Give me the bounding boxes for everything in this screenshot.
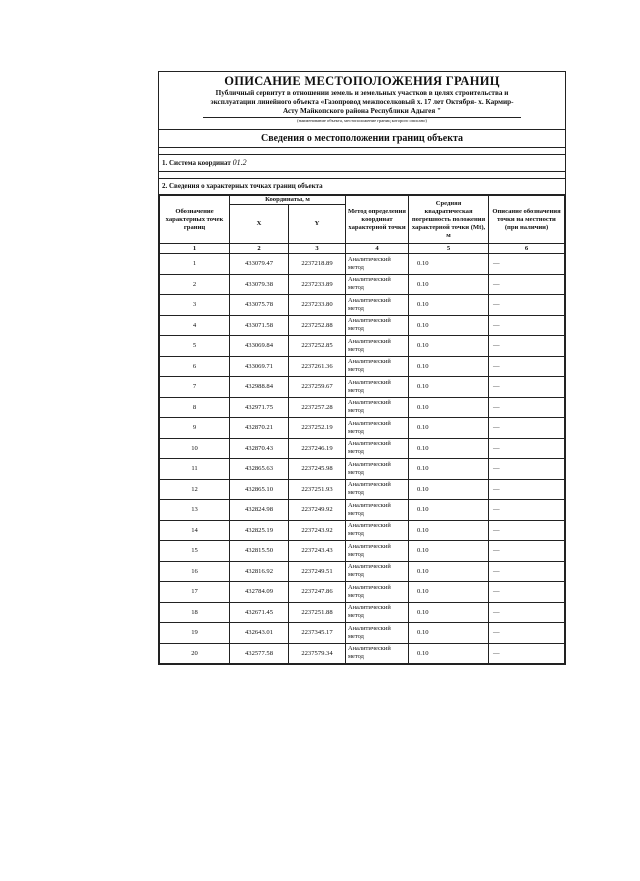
method-cell: Аналитический метод	[346, 561, 409, 582]
description-cell: —	[489, 254, 565, 275]
point-id-cell: 6	[160, 356, 230, 377]
method-cell: Аналитический метод	[346, 336, 409, 357]
description-cell: —	[489, 377, 565, 398]
description-cell: —	[489, 315, 565, 336]
description-cell: —	[489, 397, 565, 418]
points-label: 2. Сведения о характерных точках границ объекта	[159, 179, 565, 195]
column-number: 3	[289, 244, 346, 254]
accuracy-cell: 0.10	[409, 459, 489, 480]
table-row	[160, 274, 565, 295]
description-cell: —	[489, 459, 565, 480]
table-row	[160, 623, 565, 644]
table-row	[160, 520, 565, 541]
y-cell: 2237259.67	[289, 377, 346, 398]
point-id-cell: 16	[160, 561, 230, 582]
point-id-cell: 17	[160, 582, 230, 603]
accuracy-cell: 0.10	[409, 479, 489, 500]
method-cell: Аналитический метод	[346, 438, 409, 459]
method-cell: Аналитический метод	[346, 582, 409, 603]
object-note: (наименование объекта, местоположение границ которого описано)	[203, 117, 521, 124]
point-id-cell: 5	[160, 336, 230, 357]
table-row	[160, 500, 565, 521]
points-table-body	[160, 254, 565, 664]
description-cell: —	[489, 520, 565, 541]
table-row	[160, 295, 565, 316]
point-id-cell: 15	[160, 541, 230, 562]
accuracy-cell: 0.10	[409, 336, 489, 357]
y-cell: 2237252.19	[289, 418, 346, 439]
y-cell: 2237233.89	[289, 274, 346, 295]
x-cell: 433071.58	[230, 315, 289, 336]
y-cell: 2237233.80	[289, 295, 346, 316]
point-id-cell: 19	[160, 623, 230, 644]
table-row	[160, 459, 565, 480]
y-cell: 2237218.89	[289, 254, 346, 275]
point-id-cell: 2	[160, 274, 230, 295]
accuracy-cell: 0.10	[409, 274, 489, 295]
method-cell: Аналитический метод	[346, 315, 409, 336]
header-x: X	[230, 205, 289, 244]
table-row	[160, 438, 565, 459]
point-id-cell: 10	[160, 438, 230, 459]
point-id-cell: 4	[160, 315, 230, 336]
method-cell: Аналитический метод	[346, 500, 409, 521]
accuracy-cell: 0.10	[409, 500, 489, 521]
y-cell: 2237243.92	[289, 520, 346, 541]
table-row	[160, 336, 565, 357]
point-id-cell: 7	[160, 377, 230, 398]
x-cell: 433069.84	[230, 336, 289, 357]
y-cell: 2237251.93	[289, 479, 346, 500]
x-cell: 432870.21	[230, 418, 289, 439]
accuracy-cell: 0.10	[409, 295, 489, 316]
column-number: 5	[409, 244, 489, 254]
divider	[159, 172, 565, 179]
column-number: 2	[230, 244, 289, 254]
table-row	[160, 377, 565, 398]
description-cell: —	[489, 643, 565, 664]
header-row	[160, 196, 565, 205]
method-cell: Аналитический метод	[346, 602, 409, 623]
method-cell: Аналитический метод	[346, 274, 409, 295]
point-id-cell: 9	[160, 418, 230, 439]
description-cell: —	[489, 561, 565, 582]
point-id-cell: 11	[160, 459, 230, 480]
point-id-cell: 18	[160, 602, 230, 623]
accuracy-cell: 0.10	[409, 315, 489, 336]
coord-system-value: 01.2	[232, 158, 247, 167]
column-number-row	[160, 244, 565, 254]
method-cell: Аналитический метод	[346, 643, 409, 664]
method-cell: Аналитический метод	[346, 541, 409, 562]
x-cell: 433079.38	[230, 274, 289, 295]
divider	[159, 148, 565, 155]
accuracy-cell: 0.10	[409, 356, 489, 377]
table-row	[160, 418, 565, 439]
point-id-cell: 14	[160, 520, 230, 541]
y-cell: 2237249.92	[289, 500, 346, 521]
column-number: 4	[346, 244, 409, 254]
description-cell: —	[489, 541, 565, 562]
x-cell: 432815.50	[230, 541, 289, 562]
table-row	[160, 582, 565, 603]
accuracy-cell: 0.10	[409, 623, 489, 644]
y-cell: 2237245.98	[289, 459, 346, 480]
accuracy-cell: 0.10	[409, 397, 489, 418]
column-number: 6	[489, 244, 565, 254]
table-row	[160, 397, 565, 418]
method-cell: Аналитический метод	[346, 377, 409, 398]
coord-system-label	[159, 155, 565, 172]
description-cell: —	[489, 602, 565, 623]
y-cell: 2237252.85	[289, 336, 346, 357]
description-cell: —	[489, 295, 565, 316]
accuracy-cell: 0.10	[409, 602, 489, 623]
point-id-cell: 3	[160, 295, 230, 316]
y-cell: 2237251.88	[289, 602, 346, 623]
description-cell: —	[489, 500, 565, 521]
coord-system-caption: 1. Система координат	[162, 159, 231, 167]
header-accuracy: Средняя квадратическая погрешность положения характерной точки (Mt), м	[409, 196, 489, 244]
header-point-id: Обозначение характерных точек границ	[160, 196, 230, 244]
x-cell: 432824.98	[230, 500, 289, 521]
method-cell: Аналитический метод	[346, 459, 409, 480]
method-cell: Аналитический метод	[346, 356, 409, 377]
description-cell: —	[489, 438, 565, 459]
accuracy-cell: 0.10	[409, 582, 489, 603]
point-id-cell: 12	[160, 479, 230, 500]
document-subtitle	[163, 89, 561, 116]
table-row	[160, 356, 565, 377]
description-cell: —	[489, 356, 565, 377]
method-cell: Аналитический метод	[346, 520, 409, 541]
table-row	[160, 602, 565, 623]
x-cell: 432988.84	[230, 377, 289, 398]
y-cell: 2237247.86	[289, 582, 346, 603]
description-cell: —	[489, 623, 565, 644]
accuracy-cell: 0.10	[409, 254, 489, 275]
x-cell: 432577.58	[230, 643, 289, 664]
table-row	[160, 254, 565, 275]
y-cell: 2237257.28	[289, 397, 346, 418]
section-title: Сведения о местоположении границ объекта	[159, 129, 565, 148]
x-cell: 432643.01	[230, 623, 289, 644]
subtitle-line: Асту Майкопского района Республики Адыгея "	[282, 107, 442, 115]
method-cell: Аналитический метод	[346, 418, 409, 439]
document-page	[158, 71, 566, 665]
accuracy-cell: 0.10	[409, 438, 489, 459]
y-cell: 2237261.36	[289, 356, 346, 377]
accuracy-cell: 0.10	[409, 541, 489, 562]
accuracy-cell: 0.10	[409, 418, 489, 439]
x-cell: 432816.92	[230, 561, 289, 582]
description-cell: —	[489, 582, 565, 603]
subtitle-line: эксплуатации линейного объекта «Газопровод межпоселковый х. 17 лет Октября- х. Кармир-	[210, 98, 514, 106]
description-cell: —	[489, 274, 565, 295]
y-cell: 2237345.17	[289, 623, 346, 644]
accuracy-cell: 0.10	[409, 520, 489, 541]
method-cell: Аналитический метод	[346, 397, 409, 418]
method-cell: Аналитический метод	[346, 623, 409, 644]
table-row	[160, 479, 565, 500]
document-header	[159, 72, 565, 125]
point-id-cell: 13	[160, 500, 230, 521]
subtitle-line: Публичный сервитут в отношении земель и земельных участков в целях строительства и	[215, 89, 509, 97]
x-cell: 433075.78	[230, 295, 289, 316]
points-table	[159, 195, 565, 664]
description-cell: —	[489, 479, 565, 500]
x-cell: 432784.09	[230, 582, 289, 603]
table-row	[160, 541, 565, 562]
point-id-cell: 20	[160, 643, 230, 664]
y-cell: 2237252.88	[289, 315, 346, 336]
y-cell: 2237579.34	[289, 643, 346, 664]
document-title: ОПИСАНИЕ МЕСТОПОЛОЖЕНИЯ ГРАНИЦ	[224, 74, 500, 88]
x-cell: 432870.43	[230, 438, 289, 459]
x-cell: 433079.47	[230, 254, 289, 275]
method-cell: Аналитический метод	[346, 254, 409, 275]
point-id-cell: 1	[160, 254, 230, 275]
table-row	[160, 643, 565, 664]
x-cell: 432671.45	[230, 602, 289, 623]
description-cell: —	[489, 418, 565, 439]
column-number: 1	[160, 244, 230, 254]
description-cell: —	[489, 336, 565, 357]
header-method: Метод определения координат характерной точки	[346, 196, 409, 244]
header-coordinates: Координаты, м	[230, 196, 346, 205]
table-row	[160, 315, 565, 336]
method-cell: Аналитический метод	[346, 295, 409, 316]
accuracy-cell: 0.10	[409, 561, 489, 582]
accuracy-cell: 0.10	[409, 377, 489, 398]
x-cell: 432971.75	[230, 397, 289, 418]
accuracy-cell: 0.10	[409, 643, 489, 664]
y-cell: 2237243.43	[289, 541, 346, 562]
x-cell: 432865.63	[230, 459, 289, 480]
header-description: Описание обозначения точки на местности (при наличии)	[489, 196, 565, 244]
x-cell: 433069.71	[230, 356, 289, 377]
y-cell: 2237249.51	[289, 561, 346, 582]
x-cell: 432825.19	[230, 520, 289, 541]
table-row	[160, 561, 565, 582]
point-id-cell: 8	[160, 397, 230, 418]
method-cell: Аналитический метод	[346, 479, 409, 500]
x-cell: 432865.10	[230, 479, 289, 500]
header-y: Y	[289, 205, 346, 244]
y-cell: 2237246.19	[289, 438, 346, 459]
